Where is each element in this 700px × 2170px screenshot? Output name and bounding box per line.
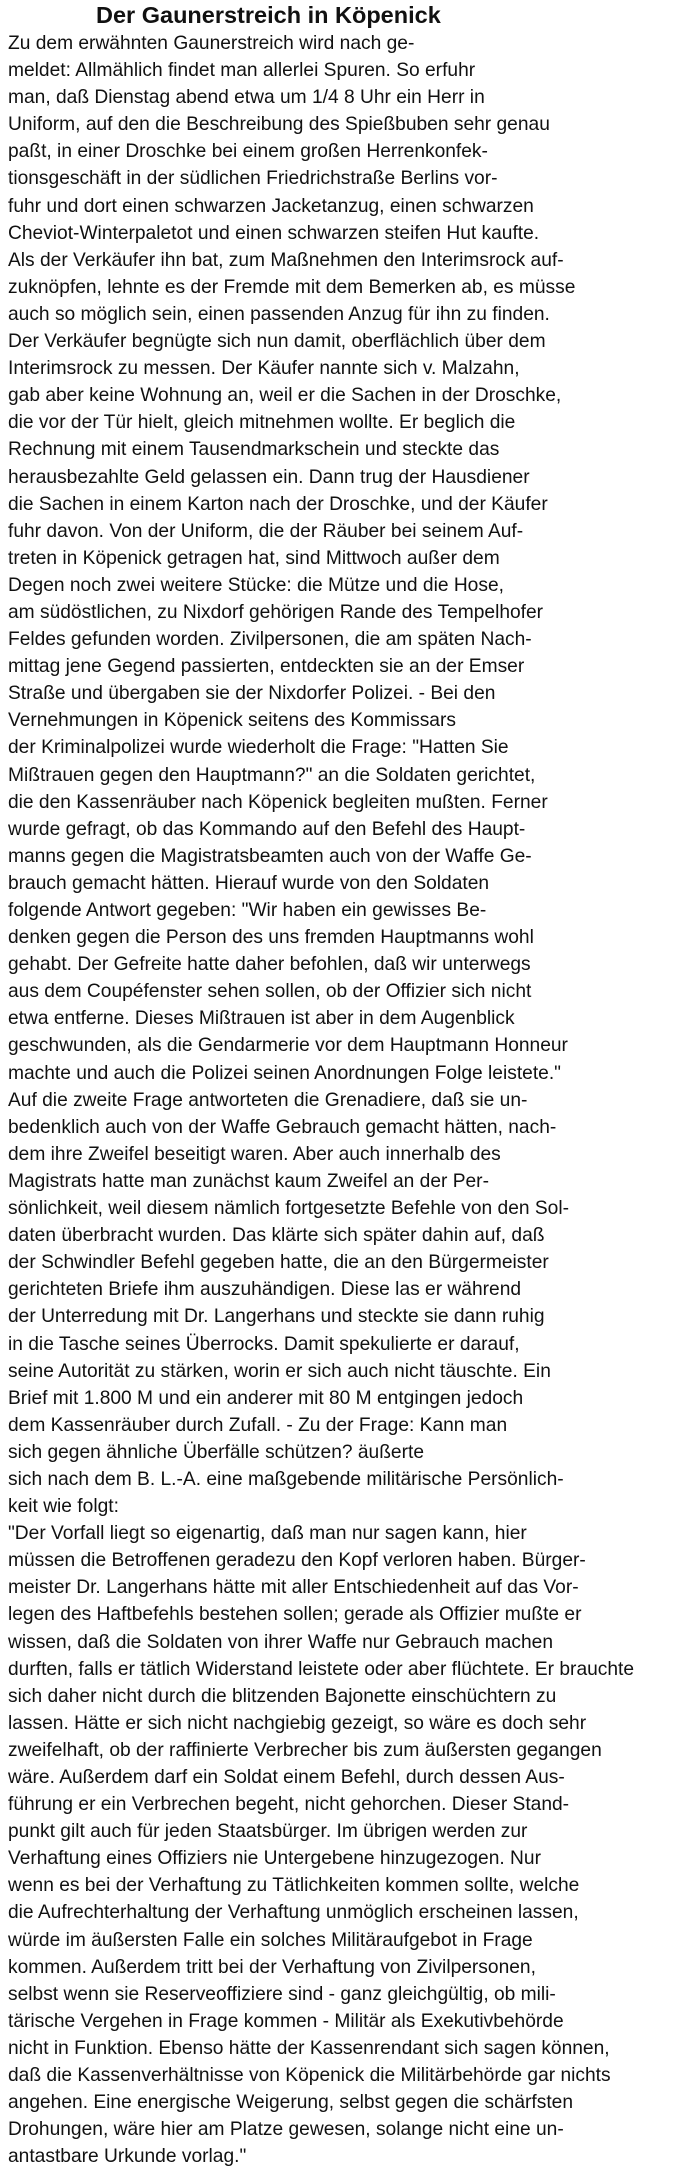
article-line: tärische Vergehen in Frage kommen - Militär als Exekutivbehörde	[8, 2010, 564, 2032]
article-line: selbst wenn sie Reserveoffiziere sind - ganz gleichgültig, ob mili-	[8, 1983, 556, 2005]
article-line: gehabt. Der Gefreite hatte daher befohlen, daß wir unterwegs	[8, 954, 531, 976]
article-line: kommen. Außerdem tritt bei der Verhaftung von Zivilpersonen,	[8, 1956, 536, 1978]
article-line: wissen, daß die Soldaten von ihrer Waffe nur Gebrauch machen	[8, 1631, 554, 1653]
article-line: wurde gefragt, ob das Kommando auf den Befehl des Haupt-	[8, 818, 526, 840]
article-line: manns gegen die Magistratsbeamten auch von der Waffe Ge-	[8, 845, 532, 867]
article-line: zuknöpfen, lehnte es der Fremde mit dem Bemerken ab, es müsse	[8, 276, 576, 298]
article-line: Feldes gefunden worden. Zivilpersonen, die am späten Nach-	[8, 629, 532, 651]
article-line: Zu dem erwähnten Gaunerstreich wird nach ge-	[8, 33, 415, 54]
article-line: in die Tasche seines Überrocks. Damit spekulierte er darauf,	[8, 1333, 520, 1355]
article-line: man, daß Dienstag abend etwa um 1/4 8 Uhr ein Herr in	[8, 87, 485, 109]
article-line: durften, falls er tätlich Widerstand leistete oder aber flüchtete. Er brauchte	[8, 1658, 635, 1680]
article-line: führung er ein Verbrechen begeht, nicht gehorchen. Dieser Stand-	[8, 1794, 570, 1816]
article-line: auch so möglich sein, einen passenden Anzug für ihn zu finden.	[8, 303, 550, 325]
article-line: lassen. Hätte er sich nicht nachgiebig gezeigt, so wäre es doch sehr	[8, 1712, 587, 1734]
article-title: Der Gaunerstreich in Köpenick	[96, 2, 441, 28]
article-line: Interimsrock zu messen. Der Käufer nannte sich v. Malzahn,	[8, 358, 520, 380]
article-line: "Der Vorfall liegt so eigenartig, daß man nur sagen kann, hier	[8, 1523, 527, 1545]
article-line: Der Verkäufer begnügte sich nun damit, oberflächlich über dem	[8, 331, 546, 353]
article-line: etwa entferne. Dieses Mißtrauen ist aber in dem Augenblick	[8, 1008, 515, 1030]
article-line: wäre. Außerdem darf ein Soldat einem Befehl, durch dessen Aus-	[8, 1767, 565, 1788]
article-line: nicht in Funktion. Ebenso hätte der Kassenrendant sich sagen können,	[8, 2037, 610, 2059]
article-line: denken gegen die Person des uns fremden Hauptmanns wohl	[8, 927, 534, 949]
article-line: der Unterredung mit Dr. Langerhans und steckte sie dann ruhig	[8, 1306, 545, 1328]
article-line: Cheviot-Winterpaletot und einen schwarzen steifen Hut kaufte.	[8, 222, 540, 244]
article-line: folgende Antwort gegeben: "Wir haben ein gewisses Be-	[8, 900, 487, 921]
article-line: Auf die zweite Frage antworteten die Grenadiere, daß sie un-	[8, 1089, 528, 1111]
article-line: treten in Köpenick getragen hat, sind Mittwoch außer dem	[8, 547, 500, 569]
article-line: Magistrats hatte man zunächst kaum Zweifel an der Per-	[8, 1170, 489, 1192]
article-line: paßt, in einer Droschke bei einem großen Herrenkonfek-	[8, 141, 488, 163]
article-line: Drohungen, wäre hier am Platze gewesen, solange nicht eine un-	[8, 2119, 564, 2141]
article-line: aus dem Coupéfenster sehen sollen, ob der Offizier sich nicht	[8, 981, 532, 1003]
article-line: Als der Verkäufer ihn bat, zum Maßnehmen den Interimsrock auf-	[8, 249, 564, 271]
article-line: die Sachen in einem Karton nach der Droschke, und der Käufer	[8, 493, 548, 515]
article-line: der Schwindler Befehl gegeben hatte, die an den Bürgermeister	[8, 1252, 549, 1274]
article-line: sich gegen ähnliche Überfälle schützen? äußerte	[8, 1441, 424, 1463]
article-line: Vernehmungen in Köpenick seitens des Kommissars	[8, 710, 456, 732]
article-line: dem ihre Zweifel beseitigt waren. Aber auch innerhalb des	[8, 1143, 501, 1165]
article-line: Straße und übergaben sie der Nixdorfer Polizei. - Bei den	[8, 683, 496, 705]
article-line: dem Kassenräuber durch Zufall. - Zu der Frage: Kann man	[8, 1414, 508, 1436]
article-line: wenn es bei der Verhaftung zu Tätlichkeiten kommen sollte, welche	[8, 1875, 580, 1897]
article-line: Mißtrauen gegen den Hauptmann?" an die Soldaten gerichtet,	[8, 764, 536, 786]
article-line: brauch gemacht hätten. Hierauf wurde von den Soldaten	[8, 872, 490, 894]
article-line: sich daher nicht durch die blitzenden Bajonette einschüchtern zu	[8, 1685, 557, 1707]
article-line: daten überbracht wurden. Das klärte sich später dahin auf, daß	[8, 1225, 545, 1247]
article-line: Verhaftung eines Offiziers nie Untergebene hinzugezogen. Nur	[8, 1848, 541, 1870]
article-line: daß die Kassenverhältnisse von Köpenick die Militärbehörde gar nichts	[8, 2065, 611, 2087]
article-line: punkt gilt auch für jeden Staatsbürger. Im übrigen werden zur	[8, 1821, 528, 1843]
article-line: Rechnung mit einem Tausendmarkschein und steckte das	[8, 439, 500, 461]
article-line: die vor der Tür hielt, gleich mitnehmen wollte. Er beglich die	[8, 412, 516, 434]
article-line: keit wie folgt:	[8, 1496, 119, 1518]
article-line: müssen die Betroffenen geradezu den Kopf verloren haben. Bürger-	[8, 1550, 586, 1572]
article-line: meister Dr. Langerhans hätte mit aller Entschiedenheit auf das Vor-	[8, 1577, 579, 1599]
article-line: zweifelhaft, ob der raffinierte Verbrecher bis zum äußersten gegangen	[8, 1739, 602, 1761]
article-line: würde im äußersten Falle ein solches Militäraufgebot in Frage	[8, 1929, 533, 1951]
article-line: der Kriminalpolizei wurde wiederholt die Frage: "Hatten Sie	[8, 737, 509, 759]
article-line: Degen noch zwei weitere Stücke: die Mütze und die Hose,	[8, 574, 504, 596]
article-line: tionsgeschäft in der südlichen Friedrichstraße Berlins vor-	[8, 168, 498, 190]
article-line: die den Kassenräuber nach Köpenick begleiten mußten. Ferner	[8, 791, 548, 813]
article-line: herausbezahlte Geld gelassen ein. Dann trug der Hausdiener	[8, 466, 530, 488]
article-line: fuhr davon. Von der Uniform, die der Räuber bei seinem Auf-	[8, 520, 524, 542]
article-line: am südöstlichen, zu Nixdorf gehörigen Rande des Tempelhofer	[8, 601, 544, 623]
article-line: legen des Haftbefehls bestehen sollen; gerade als Offizier mußte er	[8, 1604, 582, 1626]
article-line: bedenklich auch von der Waffe Gebrauch gemacht hätten, nach-	[8, 1116, 557, 1138]
article-line: machte und auch die Polizei seinen Anordnungen Folge leistete."	[8, 1062, 561, 1084]
article-line: geschwunden, als die Gendarmerie vor dem Hauptmann Honneur	[8, 1035, 568, 1057]
article-line: gerichteten Briefe ihm auszuhändigen. Diese las er während	[8, 1279, 522, 1301]
article-line: Uniform, auf den die Beschreibung des Spießbuben sehr genau	[8, 114, 550, 136]
article-line: gab aber keine Wohnung an, weil er die Sachen in der Droschke,	[8, 385, 562, 407]
article-line: angehen. Eine energische Weigerung, selbst gegen die schärfsten	[8, 2092, 573, 2114]
article-line: die Aufrechterhaltung der Verhaftung unmöglich erscheinen lassen,	[8, 1902, 579, 1924]
article-line: sich nach dem B. L.-A. eine maßgebende militärische Persönlich-	[8, 1468, 564, 1490]
article-line: Brief mit 1.800 M und ein anderer mit 80 M entgingen jedoch	[8, 1387, 524, 1409]
article-body	[8, 30, 692, 2170]
article-line: meldet: Allmählich findet man allerlei Spuren. So erfuhr	[8, 60, 476, 82]
article-line: seine Autorität zu stärken, worin er sich auch nicht täuschte. Ein	[8, 1360, 551, 1382]
article-line: mittag jene Gegend passierten, entdeckten sie an der Emser	[8, 656, 525, 678]
article-line: sönlichkeit, weil diesem nämlich fortgesetzte Befehle von den Sol-	[8, 1198, 569, 1220]
article-line: fuhr und dort einen schwarzen Jacketanzug, einen schwarzen	[8, 195, 534, 217]
article-line: antastbare Urkunde vorlag."	[8, 2146, 247, 2168]
